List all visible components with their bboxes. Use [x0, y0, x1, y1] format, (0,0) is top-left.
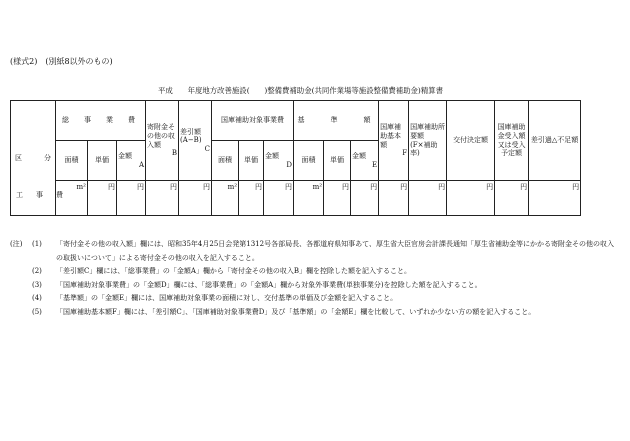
header-total-cost: 総 事 業 費 [56, 101, 146, 141]
header-unit-price-d: 単価 [239, 141, 264, 181]
header-area-a: 面積 [56, 141, 88, 181]
header-subsidy-target: 国庫補助対象事業費 [212, 101, 294, 141]
cell-amount-e: 円 [351, 181, 379, 216]
note-item: (注) (1) 「寄付金その他の収入額」欄には、昭和35年4月25日会発第1312号各部局長、各都道府県知事あて、厚生省大臣官房会計課長通知「厚生省補助金等にかかる寄附金その他の収入の取扱いについて」による寄付金その他の収入を記入すること。 [10, 240, 614, 262]
cell-base-amount: 円 [379, 181, 409, 216]
cell-unit-price-e: 円 [324, 181, 351, 216]
note-item: (3) 「国庫補助対象事業費」の「金額D」欄には、「総事業費」の「金額A」欄から対象外事業費(単独事業分)を控除した額を記入すること。 [32, 280, 482, 289]
header-donation: 寄附金その他の収入額 B [146, 101, 179, 181]
header-excess-deficit: 差引過△不足額 [529, 101, 581, 181]
note-item: (2) 「差引額C」欄には、「総事業費」の「金額A」欄から「寄付金その他の収入B」欄を控除した額を記入すること。 [32, 267, 412, 276]
cell-required-amount: 円 [409, 181, 447, 216]
document-title: 平成 年度地方改善施設( )整備費補助金(共同作業場等施設整備費補助金)精算書 [158, 86, 443, 95]
header-required-amount: 国庫補助所要額 (F×補助率) [409, 101, 447, 181]
cell-decision-amount: 円 [447, 181, 495, 216]
cell-amount-d: 円 [264, 181, 294, 216]
header-amount-a: 金額 A [117, 141, 146, 181]
header-area-e: 面積 [294, 141, 324, 181]
header-received-amount: 国庫補助金受入額又は受入予定額 [495, 101, 529, 181]
form-label: (様式2) (別紙8以外のもの) [10, 57, 113, 66]
header-kubun: 区 分 [11, 101, 56, 216]
cell-area-e: m² [294, 181, 324, 216]
header-unit-price-a: 単価 [88, 141, 117, 181]
cell-area: m² [56, 181, 88, 216]
header-unit-price-e: 単価 [324, 141, 351, 181]
cell-received-amount: 円 [495, 181, 529, 216]
cell-unit-price: 円 [88, 181, 117, 216]
header-decision-amount: 交付決定額 [447, 101, 495, 181]
header-amount-e: 金額 E [351, 141, 379, 181]
header-base-amount: 国庫補助基本額 F [379, 101, 409, 181]
note-item: (5) 「国庫補助基本額F」欄には、「差引額C」、「国庫補助対象事業費D」及び「基準額」の「金額E」欄を比較して、いずれか少ない方の額を記入すること。 [32, 307, 536, 316]
cell-difference: 円 [179, 181, 212, 216]
note-item: (4) 「基準額」の「金額E」欄には、国庫補助対象事業の面積に対し、交付基準の単価及び金額を記入すること。 [32, 294, 398, 303]
cell-area-d: m² [212, 181, 239, 216]
header-area-d: 面積 [212, 141, 239, 181]
header-difference: 差引額(A−B) C [179, 101, 212, 181]
row-label-construction: 工 事 費 [16, 191, 66, 199]
cell-unit-price-d: 円 [239, 181, 264, 216]
settlement-table [10, 100, 622, 216]
cell-donation: 円 [146, 181, 179, 216]
cell-amount-a: 円 [117, 181, 146, 216]
header-amount-d: 金額 D [264, 141, 294, 181]
header-standard-amount: 基 準 額 [294, 101, 379, 141]
notes [10, 238, 616, 320]
cell-excess-deficit: 円 [529, 181, 581, 216]
